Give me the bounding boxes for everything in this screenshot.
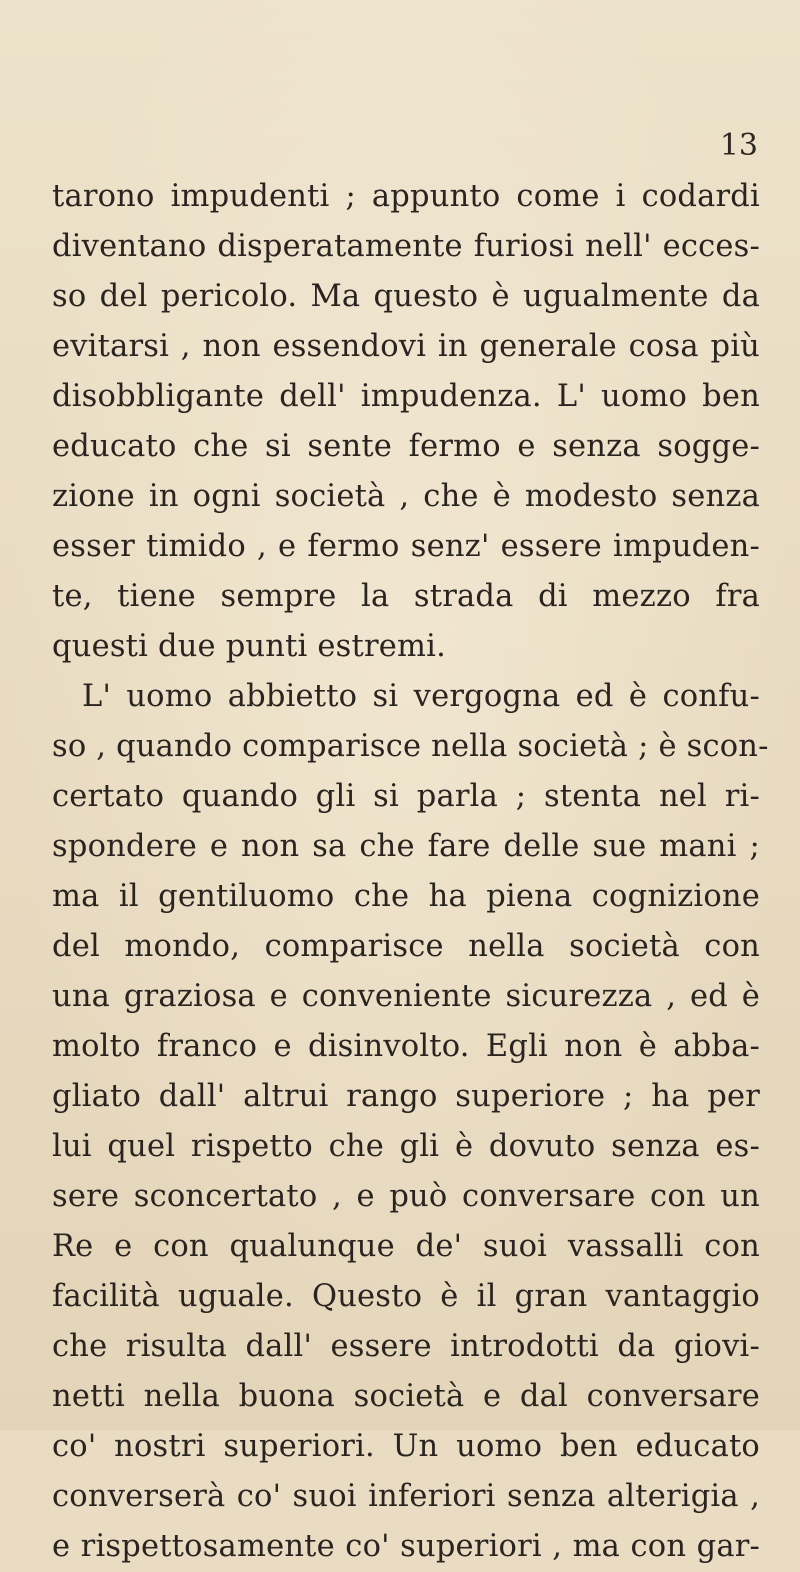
- text-line: tarono impudenti ; appunto come i codardi: [52, 179, 760, 214]
- paragraph-end-line: questi due punti estremi.: [52, 629, 446, 664]
- text-line: zione in ogni società , che è modesto senza: [52, 479, 760, 514]
- text-line: disobbligante dell' impudenza. L' uomo ben: [52, 379, 760, 414]
- text-line: co' nostri superiori. Un uomo ben educato: [52, 1429, 760, 1464]
- text-line: facilità uguale. Questo è il gran vantaggio: [52, 1279, 760, 1314]
- text-line: gliato dall' altrui rango superiore ; ha per: [52, 1079, 760, 1114]
- text-line: ma il gentiluomo che ha piena cognizione: [52, 879, 760, 914]
- text-line: te, tiene sempre la strada di mezzo fra: [52, 579, 760, 614]
- text-line: so , quando comparisce nella società ; è scon-: [52, 729, 769, 764]
- text-line: sere sconcertato , e può conversare con un: [52, 1179, 760, 1214]
- text-line: del mondo, comparisce nella società con: [52, 929, 760, 964]
- text-line: esser timido , e fermo senz' essere impuden-: [52, 529, 760, 564]
- text-line: netti nella buona società e dal conversare: [52, 1379, 760, 1414]
- text-line: spondere e non sa che fare delle sue mani ;: [52, 829, 760, 864]
- text-line: converserà co' suoi inferiori senza alterigia ,: [52, 1479, 760, 1514]
- text-line: so del pericolo. Ma questo è ugualmente da: [52, 279, 760, 314]
- text-line: educato che si sente fermo e senza sogge-: [52, 429, 760, 464]
- text-line: certato quando gli si parla ; stenta nel ri-: [52, 779, 760, 814]
- text-line: evitarsi , non essendovi in generale cosa più: [52, 329, 760, 364]
- text-line: Re e con qualunque de' suoi vassalli con: [52, 1229, 760, 1264]
- text-line: e rispettosamente co' superiori , ma con gar-: [52, 1529, 760, 1564]
- page-number: 13: [719, 128, 758, 163]
- text-line: diventano disperatamente furiosi nell' ecces-: [52, 229, 760, 264]
- text-line: una graziosa e conveniente sicurezza , ed è: [52, 979, 760, 1014]
- text-line: lui quel rispetto che gli è dovuto senza es-: [52, 1129, 760, 1164]
- body-text: [52, 172, 769, 1572]
- text-line: molto franco e disinvolto. Egli non è abba-: [52, 1029, 760, 1064]
- paragraph-start-line: L' uomo abbietto si vergogna ed è confu-: [82, 679, 760, 714]
- text-line: che risulta dall' essere introdotti da giovi-: [52, 1329, 760, 1364]
